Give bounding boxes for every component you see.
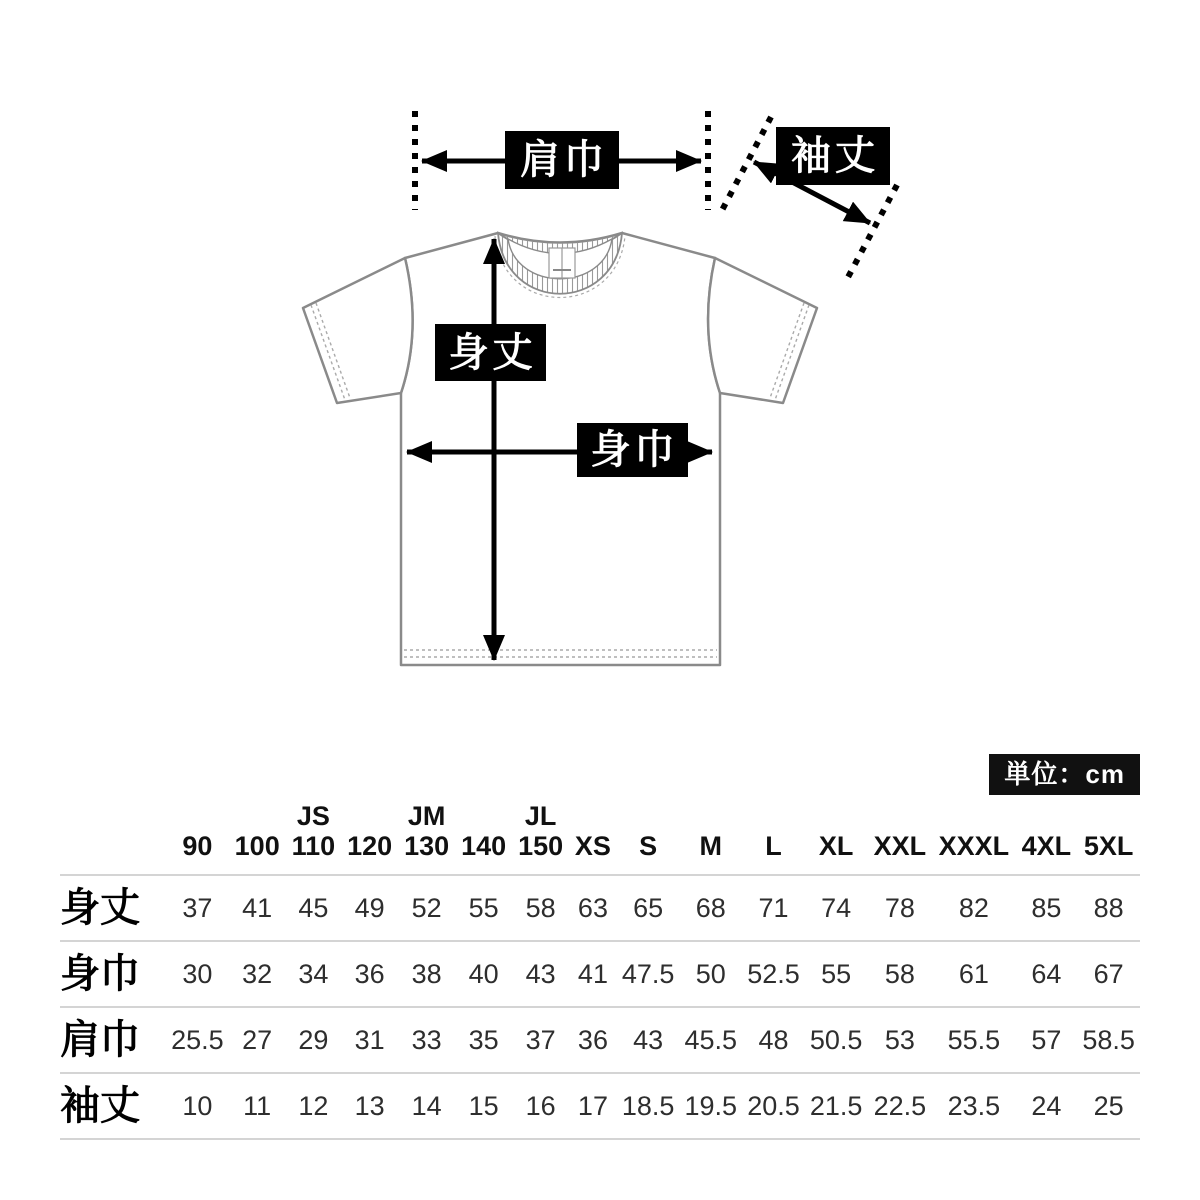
measurement-row [60,875,1140,941]
size-column-header: XS [569,802,617,875]
size-value-cell: 55.5 [932,1007,1015,1073]
size-column-header: 4XL [1016,802,1078,875]
size-column-header: JL 150 [512,802,569,875]
size-value-cell: 68 [679,875,742,941]
size-column-header: 140 [455,802,512,875]
size-value-cell: 45 [286,875,341,941]
size-value-cell: 23.5 [932,1073,1015,1139]
size-column-header: 5XL [1077,802,1140,875]
size-value-cell: 14 [398,1073,455,1139]
size-column-header: XXXL [932,802,1015,875]
size-column-header: 100 [229,802,286,875]
body-width-label: 身巾 [577,423,688,477]
size-value-cell: 58 [868,941,933,1007]
measurement-row [60,941,1140,1007]
shoulder-width-label: 肩巾 [505,131,619,189]
size-value-cell: 17 [569,1073,617,1139]
size-value-cell: 53 [868,1007,933,1073]
size-value-cell: 82 [932,875,1015,941]
size-value-cell: 48 [742,1007,805,1073]
size-value-cell: 50.5 [805,1007,868,1073]
size-value-cell: 33 [398,1007,455,1073]
size-value-cell: 88 [1077,875,1140,941]
size-column-header-top: JM [407,801,446,831]
measurement-row-label: 袖丈 [60,1073,166,1139]
size-value-cell: 35 [455,1007,512,1073]
size-value-cell: 37 [166,875,229,941]
size-value-cell: 21.5 [805,1073,868,1139]
size-value-cell: 85 [1016,875,1078,941]
size-value-cell: 12 [286,1073,341,1139]
right-sleeve [708,258,817,403]
size-value-cell: 31 [341,1007,398,1073]
size-column-header: JM 130 [398,802,455,875]
size-value-cell: 58 [512,875,569,941]
size-value-cell: 34 [286,941,341,1007]
size-value-cell: 25 [1077,1073,1140,1139]
size-column-header: XXL [868,802,933,875]
size-value-cell: 55 [455,875,512,941]
size-value-cell: 55 [805,941,868,1007]
size-column-header: M [679,802,742,875]
size-value-cell: 13 [341,1073,398,1139]
size-value-cell: 64 [1016,941,1078,1007]
size-value-cell: 52.5 [742,941,805,1007]
size-table-header-row [60,802,1140,875]
size-value-cell: 47.5 [617,941,680,1007]
measurement-row-label: 身丈 [60,875,166,941]
size-table-corner-cell [60,802,166,875]
size-value-cell: 41 [229,875,286,941]
sleeve-length-label: 袖丈 [776,127,890,185]
size-value-cell: 25.5 [166,1007,229,1073]
size-value-cell: 38 [398,941,455,1007]
size-column-header: S [617,802,680,875]
size-column-header-top: JS [296,801,330,831]
size-value-cell: 27 [229,1007,286,1073]
size-value-cell: 32 [229,941,286,1007]
size-value-cell: 65 [617,875,680,941]
size-column-header: 120 [341,802,398,875]
size-value-cell: 67 [1077,941,1140,1007]
size-value-cell: 30 [166,941,229,1007]
size-column-header: L [742,802,805,875]
size-value-cell: 18.5 [617,1073,680,1139]
size-table-section [60,754,1140,1140]
size-value-cell: 24 [1016,1073,1078,1139]
size-value-cell: 41 [569,941,617,1007]
size-value-cell: 50 [679,941,742,1007]
size-value-cell: 74 [805,875,868,941]
measurement-row-label: 身巾 [60,941,166,1007]
size-value-cell: 58.5 [1077,1007,1140,1073]
measurement-row-label: 肩巾 [60,1007,166,1073]
unit-badge: 単位：cm [989,754,1140,795]
size-column-header: JS 110 [286,802,341,875]
size-value-cell: 43 [617,1007,680,1073]
neck-tag [549,248,575,278]
size-table-body [60,875,1140,1139]
size-value-cell: 37 [512,1007,569,1073]
size-value-cell: 57 [1016,1007,1078,1073]
size-value-cell: 52 [398,875,455,941]
measurement-row [60,1007,1140,1073]
size-table [60,802,1140,1140]
size-value-cell: 22.5 [868,1073,933,1139]
size-column-header: XL [805,802,868,875]
size-table-header [60,802,1140,875]
size-value-cell: 16 [512,1073,569,1139]
size-column-header: 90 [166,802,229,875]
size-value-cell: 63 [569,875,617,941]
size-value-cell: 36 [569,1007,617,1073]
size-value-cell: 36 [341,941,398,1007]
size-column-header-top: JL [524,801,557,831]
size-value-cell: 45.5 [679,1007,742,1073]
measurement-row [60,1073,1140,1139]
size-value-cell: 11 [229,1073,286,1139]
size-value-cell: 43 [512,941,569,1007]
size-value-cell: 61 [932,941,1015,1007]
sleeve-guide-bottom [846,185,897,281]
size-value-cell: 10 [166,1073,229,1139]
size-value-cell: 71 [742,875,805,941]
size-value-cell: 29 [286,1007,341,1073]
unit-badge-row [60,754,1140,796]
size-value-cell: 78 [868,875,933,941]
size-value-cell: 49 [341,875,398,941]
body-length-label: 身丈 [435,324,546,381]
size-value-cell: 15 [455,1073,512,1139]
size-value-cell: 19.5 [679,1073,742,1139]
size-value-cell: 20.5 [742,1073,805,1139]
size-value-cell: 40 [455,941,512,1007]
